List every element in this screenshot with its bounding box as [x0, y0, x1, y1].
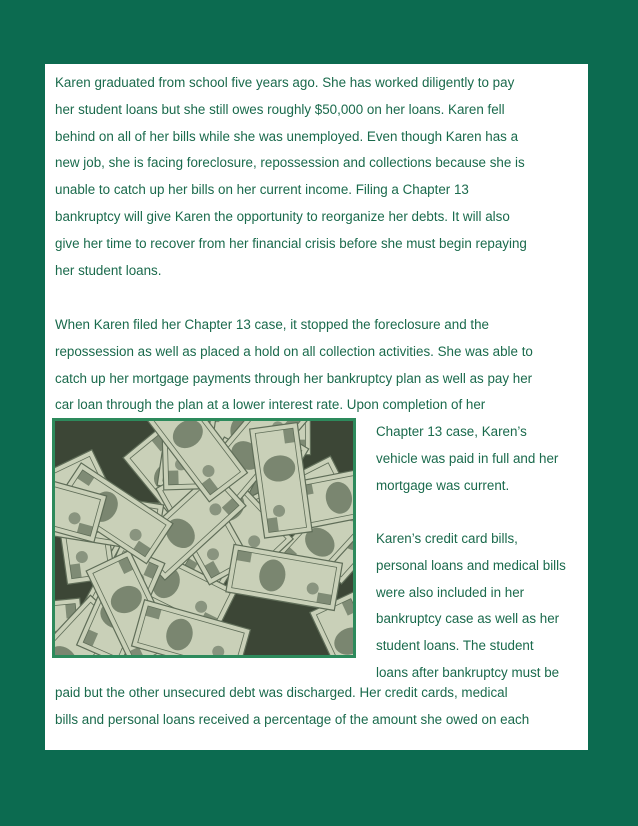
text-line: bills and personal loans received a percentage of the amount she owed on each: [55, 711, 530, 727]
text-line: loans after bankruptcy must be: [376, 664, 560, 680]
text-line: bankruptcy will give Karen the opportunity to reorganize her debts. It will also: [55, 208, 510, 224]
paragraph-3-continued: [55, 680, 529, 734]
text-line: her student loans but she still owes roughly $50,000 on her loans. Karen fell: [55, 101, 505, 117]
text-line: were also included in her: [376, 584, 525, 600]
paragraph-3-wrapped: [376, 526, 566, 687]
text-line: Karen’s credit card bills,: [376, 531, 518, 546]
text-line: mortgage was current.: [376, 477, 510, 493]
text-line: behind on all of her bills while she was unemployed. Even though Karen has a: [55, 128, 519, 144]
text-line: paid but the other unsecured debt was discharged. Her credit cards, medical: [55, 685, 508, 700]
text-line: Karen graduated from school five years ago. She has worked diligently to pay: [55, 75, 515, 90]
text-line: personal loans and medical bills: [376, 557, 566, 573]
paragraph-2-wrapped: [376, 419, 558, 499]
text-line: bankruptcy case as well as her: [376, 611, 560, 627]
document-page: [45, 64, 588, 750]
text-line: her student loans.: [55, 262, 162, 278]
text-line: new job, she is facing foreclosure, repossession and collections because she is: [55, 155, 525, 171]
money-bills-illustration: [55, 421, 353, 655]
text-line: When Karen filed her Chapter 13 case, it stopped the foreclosure and the: [55, 317, 489, 332]
text-line: student loans. The student: [376, 638, 534, 654]
text-line: unable to catch up her bills on her current income. Filing a Chapter 13: [55, 182, 469, 198]
text-line: Chapter 13 case, Karen’s: [376, 424, 527, 439]
text-line: catch up her mortgage payments through her bankruptcy plan as well as pay her: [55, 370, 533, 386]
text-line: give her time to recover from her financial crisis before she must begin repaying: [55, 235, 527, 251]
text-line: vehicle was paid in full and her: [376, 450, 559, 466]
paragraph-1: [55, 70, 527, 284]
text-line: car loan through the plan at a lower interest rate. Upon completion of her: [55, 397, 486, 413]
paragraph-2: [55, 312, 533, 419]
text-line: repossession as well as placed a hold on all collection activities. She was able to: [55, 343, 533, 359]
money-bills-image: [52, 418, 356, 658]
